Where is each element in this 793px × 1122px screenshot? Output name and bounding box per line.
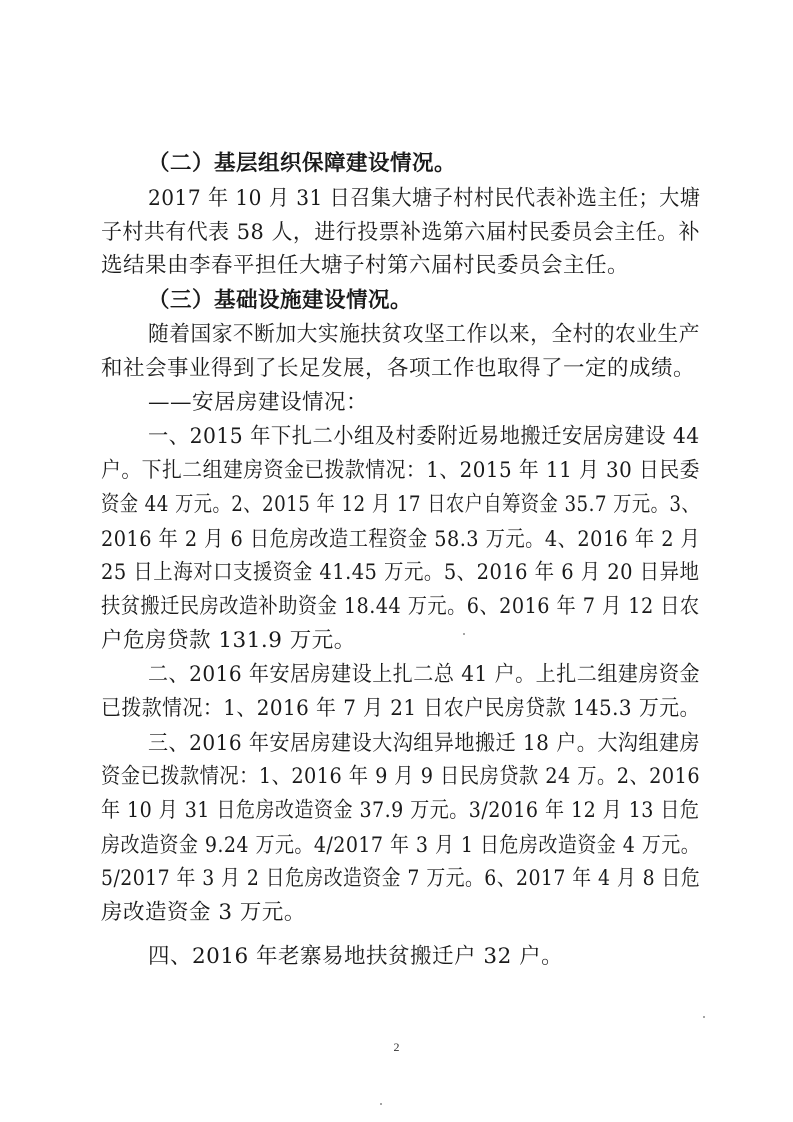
paragraph-line: 2016 年 2 月 6 日危房改造工程资金 58.3 万元。4、2016 年 2 月	[101, 527, 701, 552]
paragraph-line: 户。下扎二组建房资金已拨款情况：1、2015 年 11 月 30 日民委	[101, 458, 701, 483]
paragraph-line: 房改造资金 3 万元。	[101, 900, 306, 925]
paragraph-line: 四、2016 年老寨易地扶贫搬迁户 32 户。	[148, 944, 564, 969]
paragraph-line: 选结果由李春平担任大塘子村第六届村民委员会主任。	[101, 253, 630, 278]
paragraph-line: ——安居房建设情况：	[148, 390, 369, 415]
paragraph-line: 随着国家不断加大实施扶贫攻坚工作以来，全村的农业生产	[148, 322, 700, 347]
paragraph-line: 2017 年 10 月 31 日召集大塘子村村民代表补选主任；大塘	[148, 186, 701, 211]
paragraph-line: 25 日上海对口支援资金 41.45 万元。5、2016 年 6 月 20 日异地	[101, 560, 700, 585]
paragraph-line: 年 10 月 31 日危房改造资金 37.9 万元。3/2016 年 12 月 13 日危	[101, 798, 700, 823]
scan-speck	[463, 633, 465, 635]
paragraph-line: 资金 44 万元。2、2015 年 12 月 17 日农户自筹资金 35.7 万元。3、	[101, 492, 701, 517]
paragraph-line: 二、2016 年安居房建设上扎二总 41 户。上扎二组建房资金	[148, 662, 701, 687]
scan-speck	[703, 1016, 705, 1018]
paragraph-line: 资金已拨款情况：1、2016 年 9 月 9 日民房贷款 24 万。2、2016	[101, 764, 701, 789]
paragraph-line: 三、2016 年安居房建设大沟组异地搬迁 18 户。大沟组建房	[148, 731, 701, 756]
paragraph-line: 已拨款情况：1、2016 年 7 月 21 日农户民房贷款 145.3 万元。	[101, 696, 700, 721]
paragraph-line: 一、2015 年下扎二小组及村委附近易地搬迁安居房建设 44	[148, 424, 700, 449]
paragraph-line: 子村共有代表 58 人，进行投票补选第六届村民委员会主任。补	[101, 220, 701, 245]
paragraph-line: 房改造资金 9.24 万元。4/2017 年 3 月 1 日危房改造资金 4 万元。	[101, 833, 701, 858]
paragraph-line: 户危房贷款 131.9 万元。	[101, 628, 356, 653]
paragraph-line: 扶贫搬迁民房改造补助资金 18.44 万元。6、2016 年 7 月 12 日农	[101, 594, 700, 619]
paragraph-line: 5/2017 年 3 月 2 日危房改造资金 7 万元。6、2017 年 4 月 8 日危	[101, 866, 701, 891]
scan-speck	[380, 1103, 382, 1105]
section-heading: （三）基础设施建设情况。	[148, 288, 413, 313]
page-number: 2	[393, 1040, 400, 1054]
paragraph-line: 和社会事业得到了长足发展，各项工作也取得了一定的成绩。	[101, 356, 696, 381]
section-heading: （二）基层组织保障建设情况。	[148, 151, 457, 176]
